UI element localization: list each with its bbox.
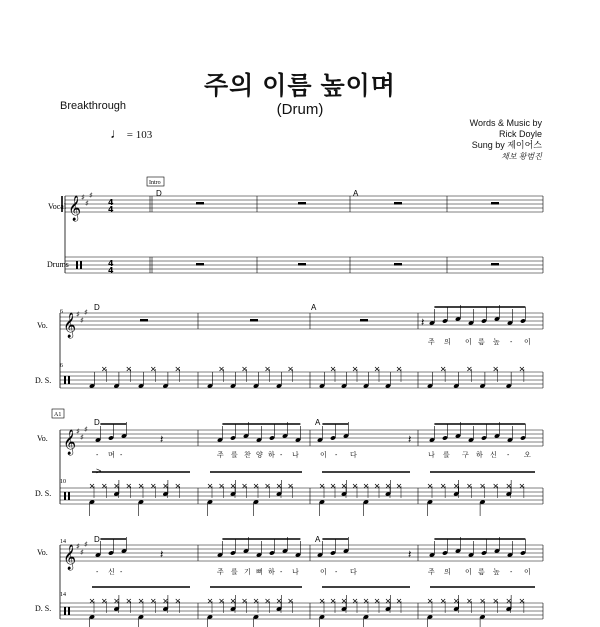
lyric-syllable: 나 (292, 452, 299, 459)
lyric-syllable: 다 (350, 569, 357, 576)
quarter-rest-icon: 𝄽 (160, 433, 164, 446)
whole-rest-icon (360, 319, 368, 322)
lyric-syllable: 신 (108, 569, 115, 576)
measure-number: 14 (60, 592, 66, 598)
rehearsal-mark: Intro (149, 180, 161, 186)
treble-clef-icon: 𝄞 (63, 313, 77, 338)
lyric-syllable: 이 (465, 569, 472, 576)
lyric-syllable: 구 (462, 452, 469, 459)
whole-rest-icon (196, 202, 204, 205)
lyric-syllable: 높 (493, 569, 500, 576)
lyrics-line (96, 567, 531, 576)
lyric-syllable: 기 (244, 569, 251, 576)
measure-number: 10 (60, 479, 66, 485)
group-label: Breakthrough (60, 100, 127, 112)
lyric-syllable: - (280, 569, 283, 576)
lyric-syllable: 이 (524, 339, 531, 346)
lyric-syllable: 신 (490, 452, 497, 459)
lyric-syllable: - (96, 452, 99, 459)
quarter-rest-icon: 𝄽 (408, 548, 412, 561)
lyric-syllable: - (96, 569, 99, 576)
instrument-drums: Drums (47, 260, 69, 269)
song-title: 주의 이름 높이며 (204, 72, 396, 100)
lyric-syllable: 의 (444, 569, 451, 576)
percussion-clef-icon (68, 492, 70, 500)
lyric-syllable: 주 (217, 452, 224, 459)
lyric-syllable: 름 (478, 339, 485, 346)
measure-number: 6 (60, 363, 63, 369)
lyric-syllable: 의 (444, 339, 451, 346)
time-signature-icon: 4 (108, 198, 114, 207)
treble-clef-icon: 𝄞 (63, 430, 77, 455)
sharp-icon: ♯ (76, 427, 80, 436)
whole-rest-icon (140, 319, 148, 322)
sharp-icon: ♯ (84, 540, 88, 549)
lyric-syllable: - (280, 452, 283, 459)
treble-clef-icon: 𝄞 (68, 196, 82, 221)
quarter-rest-icon: 𝄽 (160, 548, 164, 561)
lyric-syllable: 이 (320, 452, 327, 459)
sharp-icon: ♯ (85, 199, 89, 208)
lyric-syllable: 높 (493, 339, 500, 346)
lyrics-line (96, 450, 531, 459)
lyric-syllable: 주 (428, 339, 435, 346)
staff-label-vocal: Vo. (37, 548, 48, 557)
lyric-syllable: 다 (350, 452, 357, 459)
whole-rest-icon (298, 202, 306, 205)
instrument-vocal: Vocal (48, 202, 67, 211)
sharp-icon: ♯ (76, 542, 80, 551)
lyric-syllable: 를 (231, 452, 238, 459)
lyric-syllable: 나 (428, 452, 435, 459)
lyric-syllable: - (510, 569, 513, 576)
chord-symbol: D (94, 303, 100, 312)
credit-line: Sung by 제이어스 (471, 140, 542, 150)
staff-label-drums: D. S. (35, 604, 52, 613)
lyric-syllable: 오 (524, 452, 531, 459)
quarter-note-icon: ♩ (110, 127, 124, 142)
lyric-syllable: 나 (292, 569, 299, 576)
credit-line: 채보 황범진 (501, 152, 542, 161)
percussion-clef-icon (80, 261, 82, 269)
rehearsal-mark: A1 (54, 412, 62, 418)
measure-number: 6 (60, 309, 63, 315)
lyric-syllable: - (120, 569, 123, 576)
part-subtitle: (Drum) (276, 101, 324, 118)
sharp-icon: ♯ (89, 191, 93, 200)
time-signature-icon: 4 (108, 266, 114, 275)
whole-rest-icon (250, 319, 258, 322)
sharp-icon: ♯ (81, 193, 85, 202)
lyric-syllable: 이 (465, 339, 472, 346)
whole-rest-icon (491, 263, 499, 266)
percussion-clef-icon (68, 607, 70, 615)
staff-label-drums: D. S. (35, 489, 52, 498)
lyric-syllable: 하 (268, 569, 275, 576)
chord-symbol: A (311, 303, 317, 312)
time-signature-icon: 4 (108, 259, 114, 268)
tempo-value: = 103 (126, 129, 153, 141)
credit-line: Words & Music by (469, 118, 542, 128)
chord-symbol: D (156, 189, 162, 198)
lyric-syllable: 양 (256, 452, 263, 459)
lyric-syllable: 하 (268, 452, 275, 459)
lyric-syllable: 주 (217, 569, 224, 576)
chord-symbol: A (315, 418, 321, 427)
sharp-icon: ♯ (80, 316, 84, 325)
measure-number: 14 (60, 539, 66, 545)
lyric-syllable: 주 (428, 569, 435, 576)
lyric-syllable: 뻐 (256, 569, 263, 576)
lyric-syllable: 하 (476, 452, 483, 459)
lyric-syllable: 이 (320, 569, 327, 576)
percussion-clef-icon (76, 261, 78, 269)
percussion-clef-icon (64, 376, 66, 384)
sharp-icon: ♯ (84, 425, 88, 434)
sharp-icon: ♯ (80, 548, 84, 557)
percussion-clef-icon (68, 376, 70, 384)
treble-clef-icon: 𝄞 (63, 545, 77, 570)
sharp-icon: ♯ (80, 433, 84, 442)
percussion-clef-icon (64, 492, 66, 500)
staff-label-drums: D. S. (35, 376, 52, 385)
quarter-rest-icon: 𝄽 (408, 433, 412, 446)
lyric-syllable: 찬 (244, 452, 251, 459)
lyric-syllable: - (335, 569, 338, 576)
quarter-rest-icon: 𝄽 (421, 316, 425, 329)
score-systems (60, 191, 543, 627)
whole-rest-icon (196, 263, 204, 266)
accent-mark: > (96, 466, 102, 476)
whole-rest-icon (394, 263, 402, 266)
whole-rest-icon (298, 263, 306, 266)
chord-symbol: A (315, 535, 321, 544)
lyric-syllable: - (335, 452, 338, 459)
percussion-clef-icon (64, 607, 66, 615)
lyric-syllable: 름 (478, 569, 485, 576)
lyric-syllable: - (120, 452, 123, 459)
lyric-syllable: 며 (108, 452, 115, 459)
chord-symbol: D (94, 418, 100, 427)
staff-label-vocal: Vo. (37, 434, 48, 443)
whole-rest-icon (394, 202, 402, 205)
lyric-syllable: 를 (231, 569, 238, 576)
chord-symbol: A (353, 189, 359, 198)
sharp-icon: ♯ (76, 310, 80, 319)
lyric-syllable: 이 (524, 569, 531, 576)
credit-line: Rick Doyle (498, 129, 542, 139)
sharp-icon: ♯ (84, 308, 88, 317)
whole-rest-icon (491, 202, 499, 205)
staff-label-vocal: Vo. (37, 321, 48, 330)
lyrics-line (428, 337, 531, 346)
time-signature-icon: 4 (108, 205, 114, 214)
lyric-syllable: 를 (443, 452, 450, 459)
lyric-syllable: - (507, 452, 510, 459)
lyric-syllable: - (510, 339, 513, 346)
chord-symbol: D (94, 535, 100, 544)
